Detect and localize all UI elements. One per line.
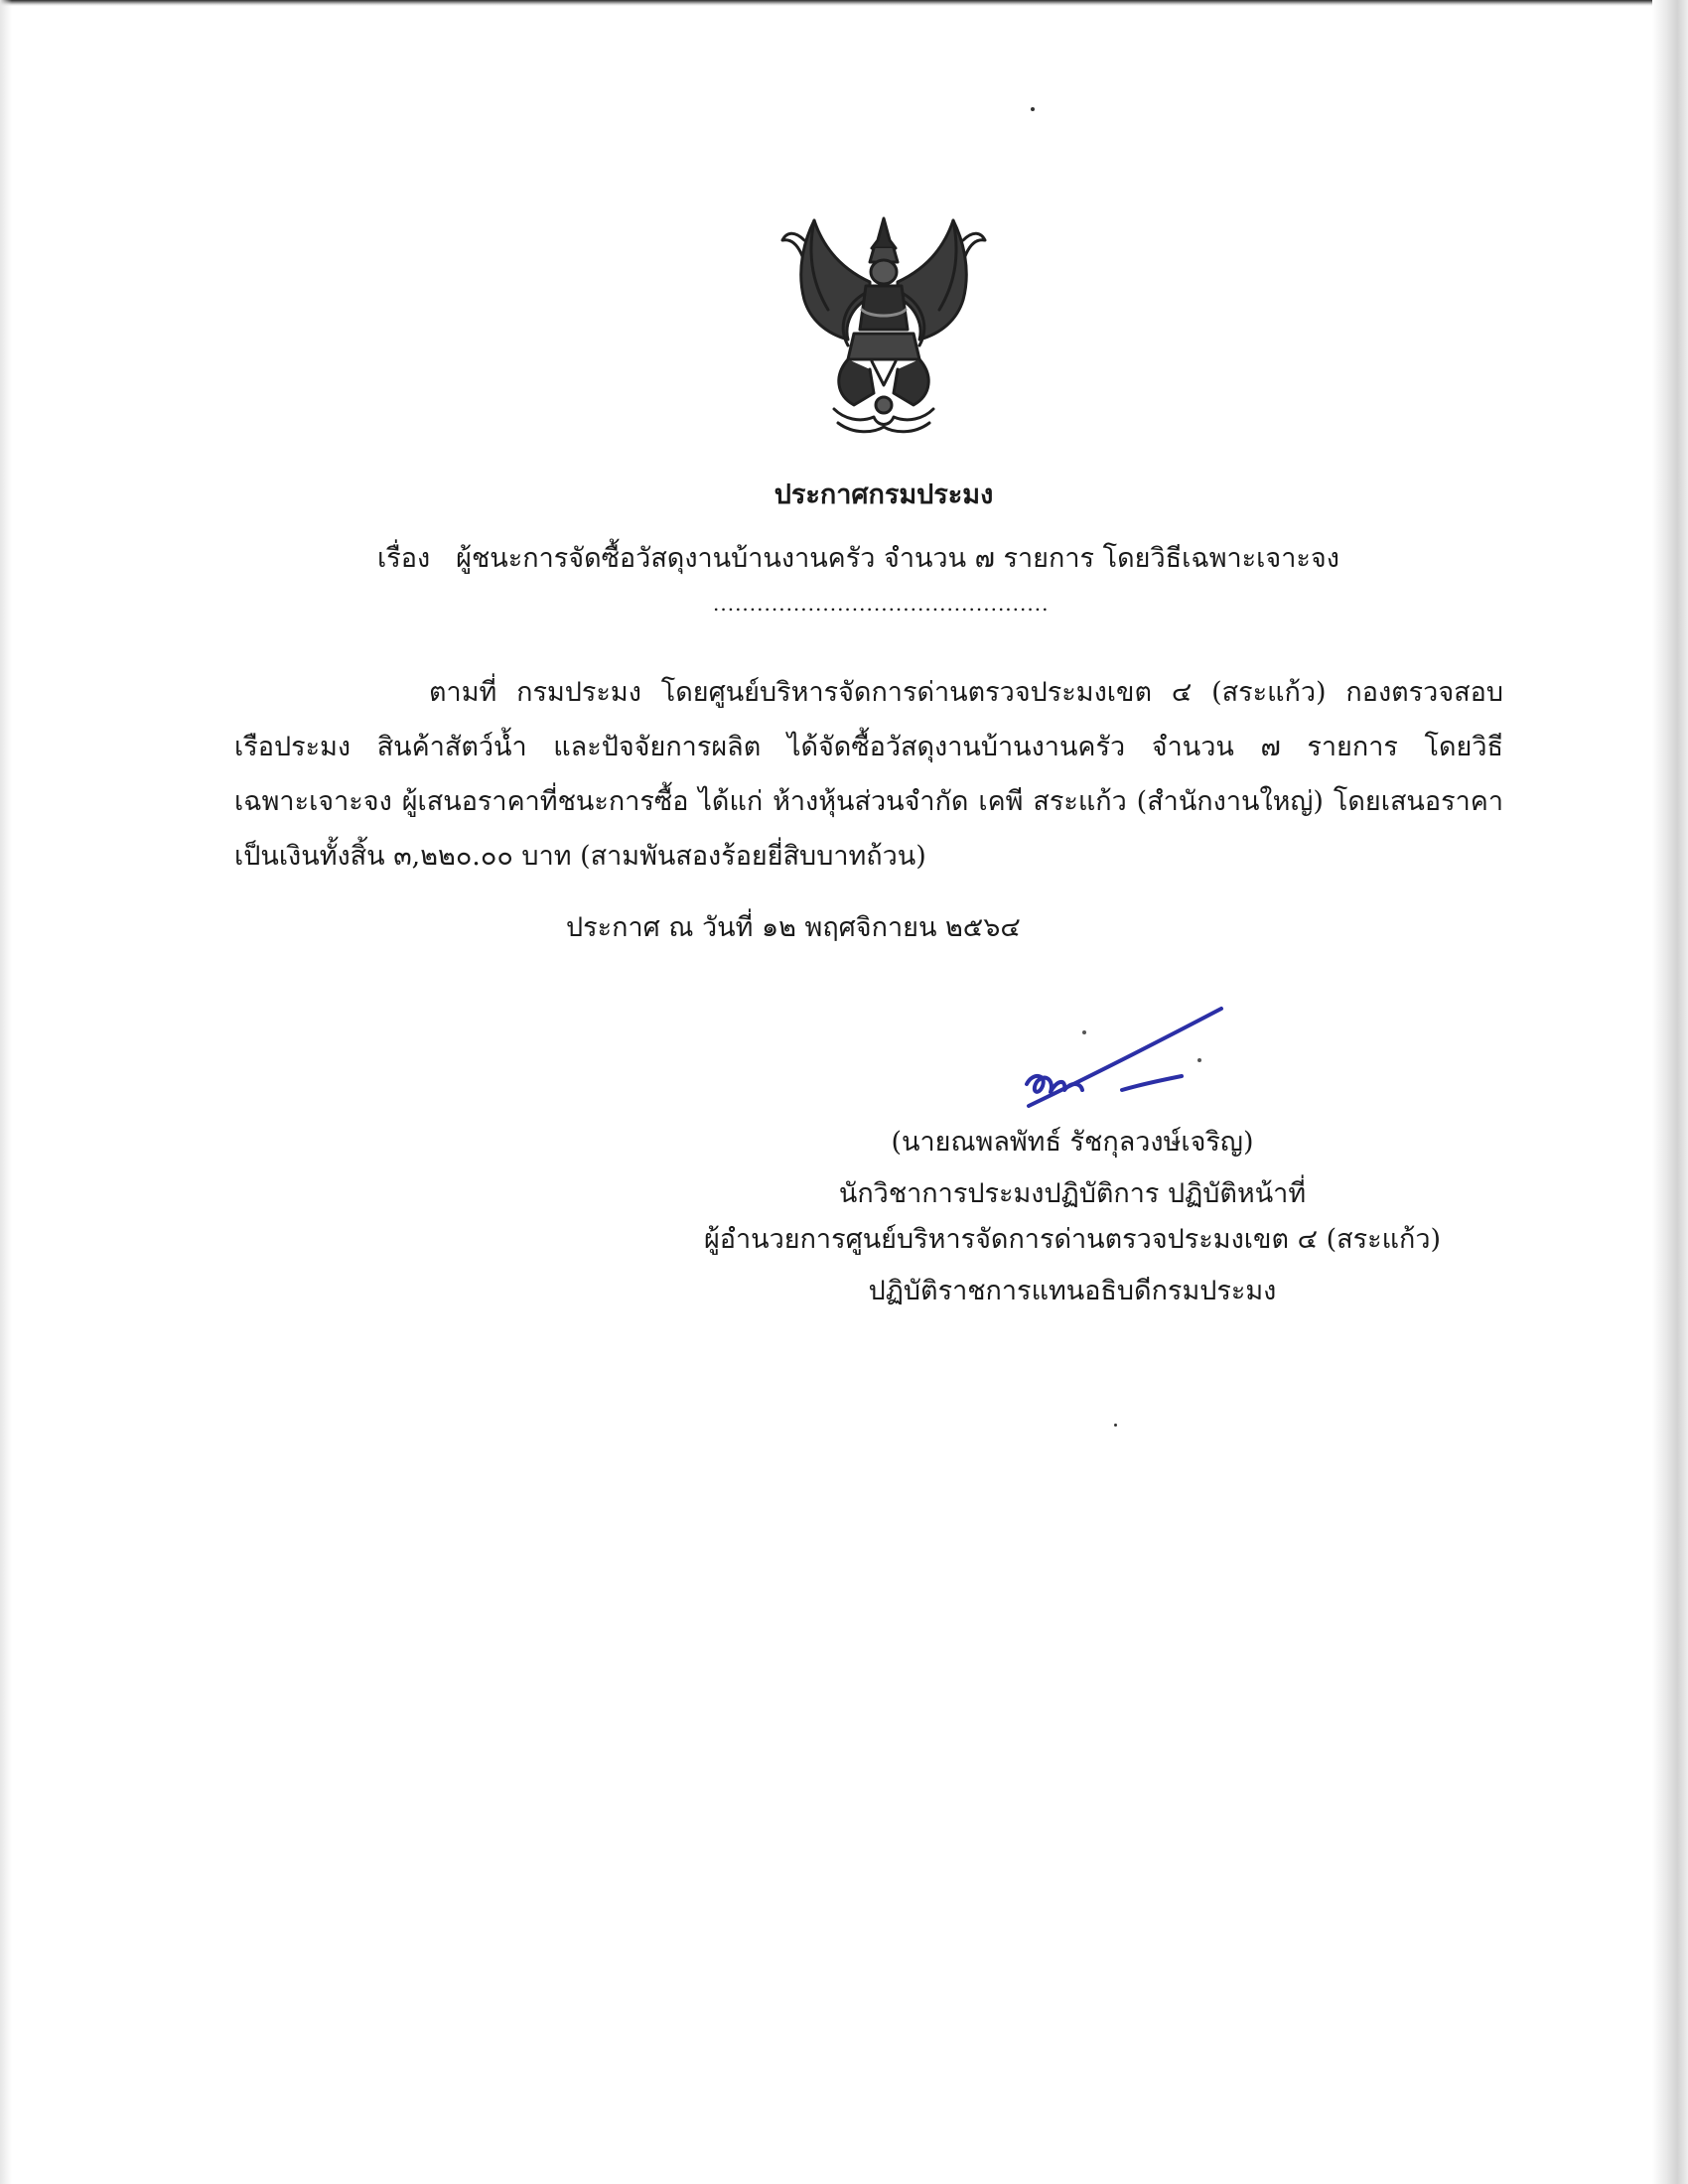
subject-line	[377, 536, 1339, 579]
body-line-3: เฉพาะเจาะจง ผู้เสนอราคาที่ชนะการซื้อ ได้แก่ ห้างหุ้นส่วนจำกัด เคพี สระแก้ว (สำนักงานใหญ่) โดยเสนอราคา	[234, 786, 1503, 817]
separator-dots: ..............................................	[713, 592, 1050, 615]
subject-text: ผู้ชนะการจัดซื้อวัสดุงานบ้านงานครัว จำนวน ๗ รายการ โดยวิธีเฉพาะเจาะจง	[456, 543, 1339, 574]
announcement-date: ประกาศ ณ วันที่ ๑๒ พฤศจิกายน ๒๕๖๔	[566, 912, 1021, 943]
subject-label: เรื่อง	[377, 543, 431, 574]
signer-name: (นายณพลพัทธ์ รัชกุลวงษ์เจริญ)	[891, 1127, 1254, 1158]
body-line-2: เรือประมง สินค้าสัตว์น้ำ และปัจจัยการผลิต ได้จัดซื้อวัสดุงานบ้านงานครัว จำนวน ๗ รายการ โดยวิธี	[234, 732, 1503, 762]
body-line-1: ตามที่ กรมประมง โดยศูนย์บริหารจัดการด่านตรวจประมงเขต ๔ (สระแก้ว) กองตรวจสอบ	[429, 677, 1503, 708]
handwritten-signature-icon	[1023, 1001, 1231, 1120]
scan-speck	[1114, 1424, 1117, 1427]
signer-role: ผู้อำนวยการศูนย์บริหารจัดการด่านตรวจประมงเขต ๔ (สระแก้ว)	[703, 1224, 1442, 1255]
scan-speck	[1031, 107, 1035, 111]
garuda-emblem-icon	[774, 210, 993, 439]
body-line-4: เป็นเงินทั้งสิ้น ๓,๒๒๐.๐๐ บาท (สามพันสองร้อยยี่สิบบาทถ้วน)	[234, 841, 926, 872]
announcement-title: ประกาศกรมประมง	[774, 479, 994, 510]
signer-position: นักวิชาการประมงปฏิบัติการ ปฏิบัติหน้าที่	[838, 1178, 1307, 1209]
scan-right-edge	[1652, 0, 1688, 2184]
signer-acting: ปฏิบัติราชการแทนอธิบดีกรมประมง	[868, 1276, 1277, 1306]
